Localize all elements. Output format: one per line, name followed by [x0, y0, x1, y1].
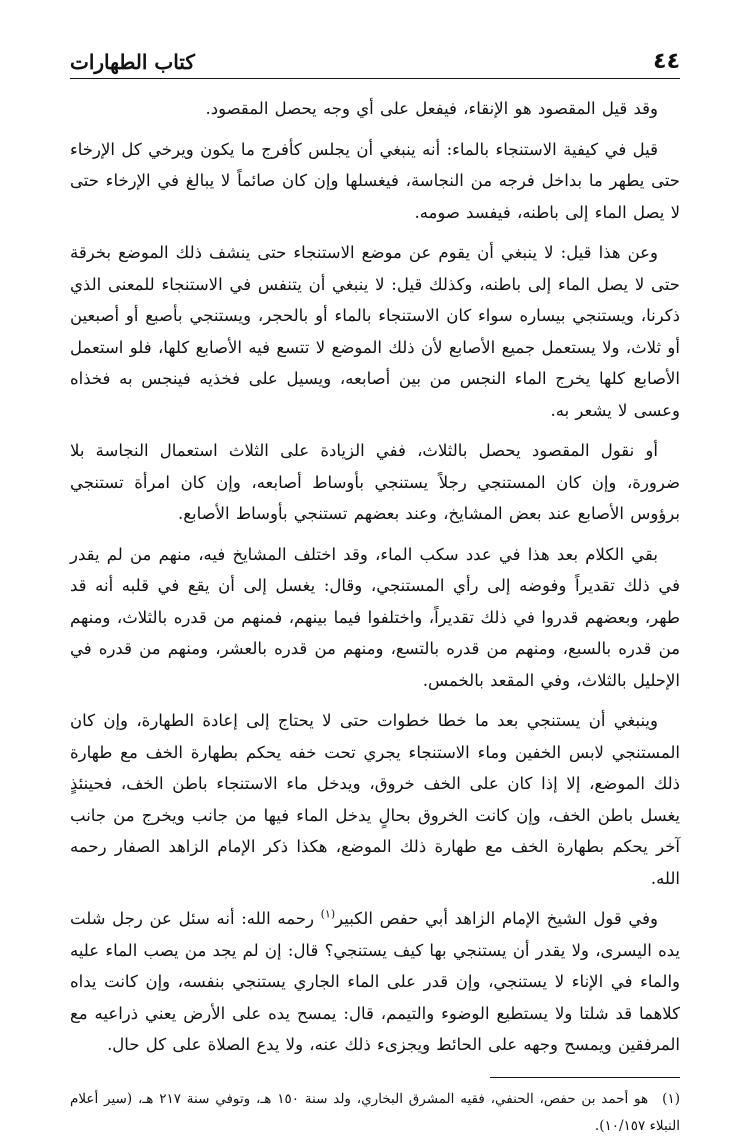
paragraph-1: وقد قيل المقصود هو الإنقاء، فيفعل على أي وجه يحصل المقصود.: [205, 99, 658, 118]
body-text: [70, 93, 680, 1061]
paragraph-4: أو نقول المقصود يحصل بالثلاث، ففي الزيادة على الثلاث استعمال النجاسة بلا ضرورة، وإن كان المستنجي رجلاً يستنجي بأوساط أصابعه، وإن كان امرأة تستنجي برؤوس الأصابع عند بعض المشايخ، وعند بعضهم تستنجي بأوساط الأصابع.: [70, 441, 680, 523]
paragraph-5: بقي الكلام بعد هذا في عدد سكب الماء، وقد اختلف المشايخ فيه، منهم من لم يقدر في ذلك تقديراً وفوضه إلى رأي المستنجي، وقال: يغسل إلى أن يقع في قلبه أنه قد طهر، وبعضهم قدروا في ذلك تقديراً، واختلفوا فيما بينهم، فمنهم من قدره بالثلاث، ومنهم من قدره بالسبع، ومنهم من قدره بالتسع، ومنهم من قدره بالعشر، ومنهم من قدره في الإحليل بالثلاث، وفي المقعد بالخمس.: [70, 544, 680, 690]
footnote: [70, 1086, 680, 1140]
paragraph-7-rest: رحمه الله: أنه سئل عن رجل شلت يده اليسرى، ولا يقدر أن يستنجي بها كيف يستنجي؟ قال: إن لم يجد من يصب الماء عليه والماء في الإناء لا يستنجي، وإن قدر على الماء الجاري يستنجي بنفسه، وإن كانت يداه كلاهما قد شلتا ولا يستطيع الوضوء والتيمم، قال: يمسح يده على الأرض يعني ذراعيه مع المرفقين ويمسح وجهه على الحائط ويجزىء ذلك عنه، ولا يدع الصلاة على كل حال.: [69, 909, 680, 1054]
footnote-text: هو أحمد بن حفص، الحنفي، فقيه المشرق البخاري، ولد سنة ١٥٠ هـ، وتوفي سنة ٢١٧ هـ، (سير أعلام النبلاء ١٠/١٥٧).: [70, 1090, 680, 1134]
page-header: [70, 40, 680, 74]
paragraph-3: وعن هذا قيل: لا ينبغي أن يقوم عن موضع الاستنجاء حتى ينشف ذلك الموضع بخرقة حتى لا يصل الماء إلى باطنه، وكذلك قيل: لا ينبغي أن يتنفس في الاستنجاء للمعنى الذي ذكرنا، ويستنجي بيساره سواء كان الاستنجاء بالماء أو بالحجر، ويستنجي بأصبع أو أصبعين أو ثلاث، ولا يستعمل جميع الأصابع لأن ذلك الموضع لا تتسع فيه الأصابع كلها، فلو استعمل الأصابع كلها يخرج الماء النجس من بين أصابعه، ويسيل على فخذيه فينجس به فخذاه وعسى لا يشعر به.: [70, 243, 680, 420]
footnote-number: (١): [662, 1090, 680, 1107]
header-rule: [70, 78, 680, 79]
paragraph-7-start: وفي قول الشيخ الإمام الزاهد أبي حفص الكبير: [335, 909, 658, 928]
paragraph-2: قيل في كيفية الاستنجاء بالماء: أنه ينبغي أن يجلس كأفرج ما يكون ويرخي كل الإرخاء حتى يطهر ما بداخل فرجه من النجاسة، فيغسلها وإن كان صائماً لا يبالغ في الإرخاء حتى لا يصل الماء إلى باطنه، فيفسد صومه.: [70, 139, 680, 222]
paragraph-7: [70, 903, 680, 1061]
footnote-reference[interactable]: (١): [320, 907, 336, 921]
paragraph-6: وينبغي أن يستنجي بعد ما خطا خطوات حتى لا يحتاج إلى إعادة الطهارة، وإن كان المستنجي لابس الخفين وماء الاستنجاء يجري تحت خفه يحكم بطهارة الخف مع طهارة ذلك الموضع، إلا إذا كان على الخف خروق، ويدخل ماء الاستنجاء باطن الخف، فحينئذٍ يغسل باطن الخف، وإن كانت الخروق بحالٍ يدخل الماء فيها من جانب ويخرج من جانب آخر يحكم بطهارة الخف مع طهارة ذلك الموضع، هكذا ذكر الإمام الزاهد الصفار رحمه الله.: [70, 711, 680, 888]
footnote-rule: [490, 1077, 680, 1078]
running-title: كتاب الطهارات: [70, 50, 195, 74]
page-number: ٤٤: [653, 49, 680, 74]
